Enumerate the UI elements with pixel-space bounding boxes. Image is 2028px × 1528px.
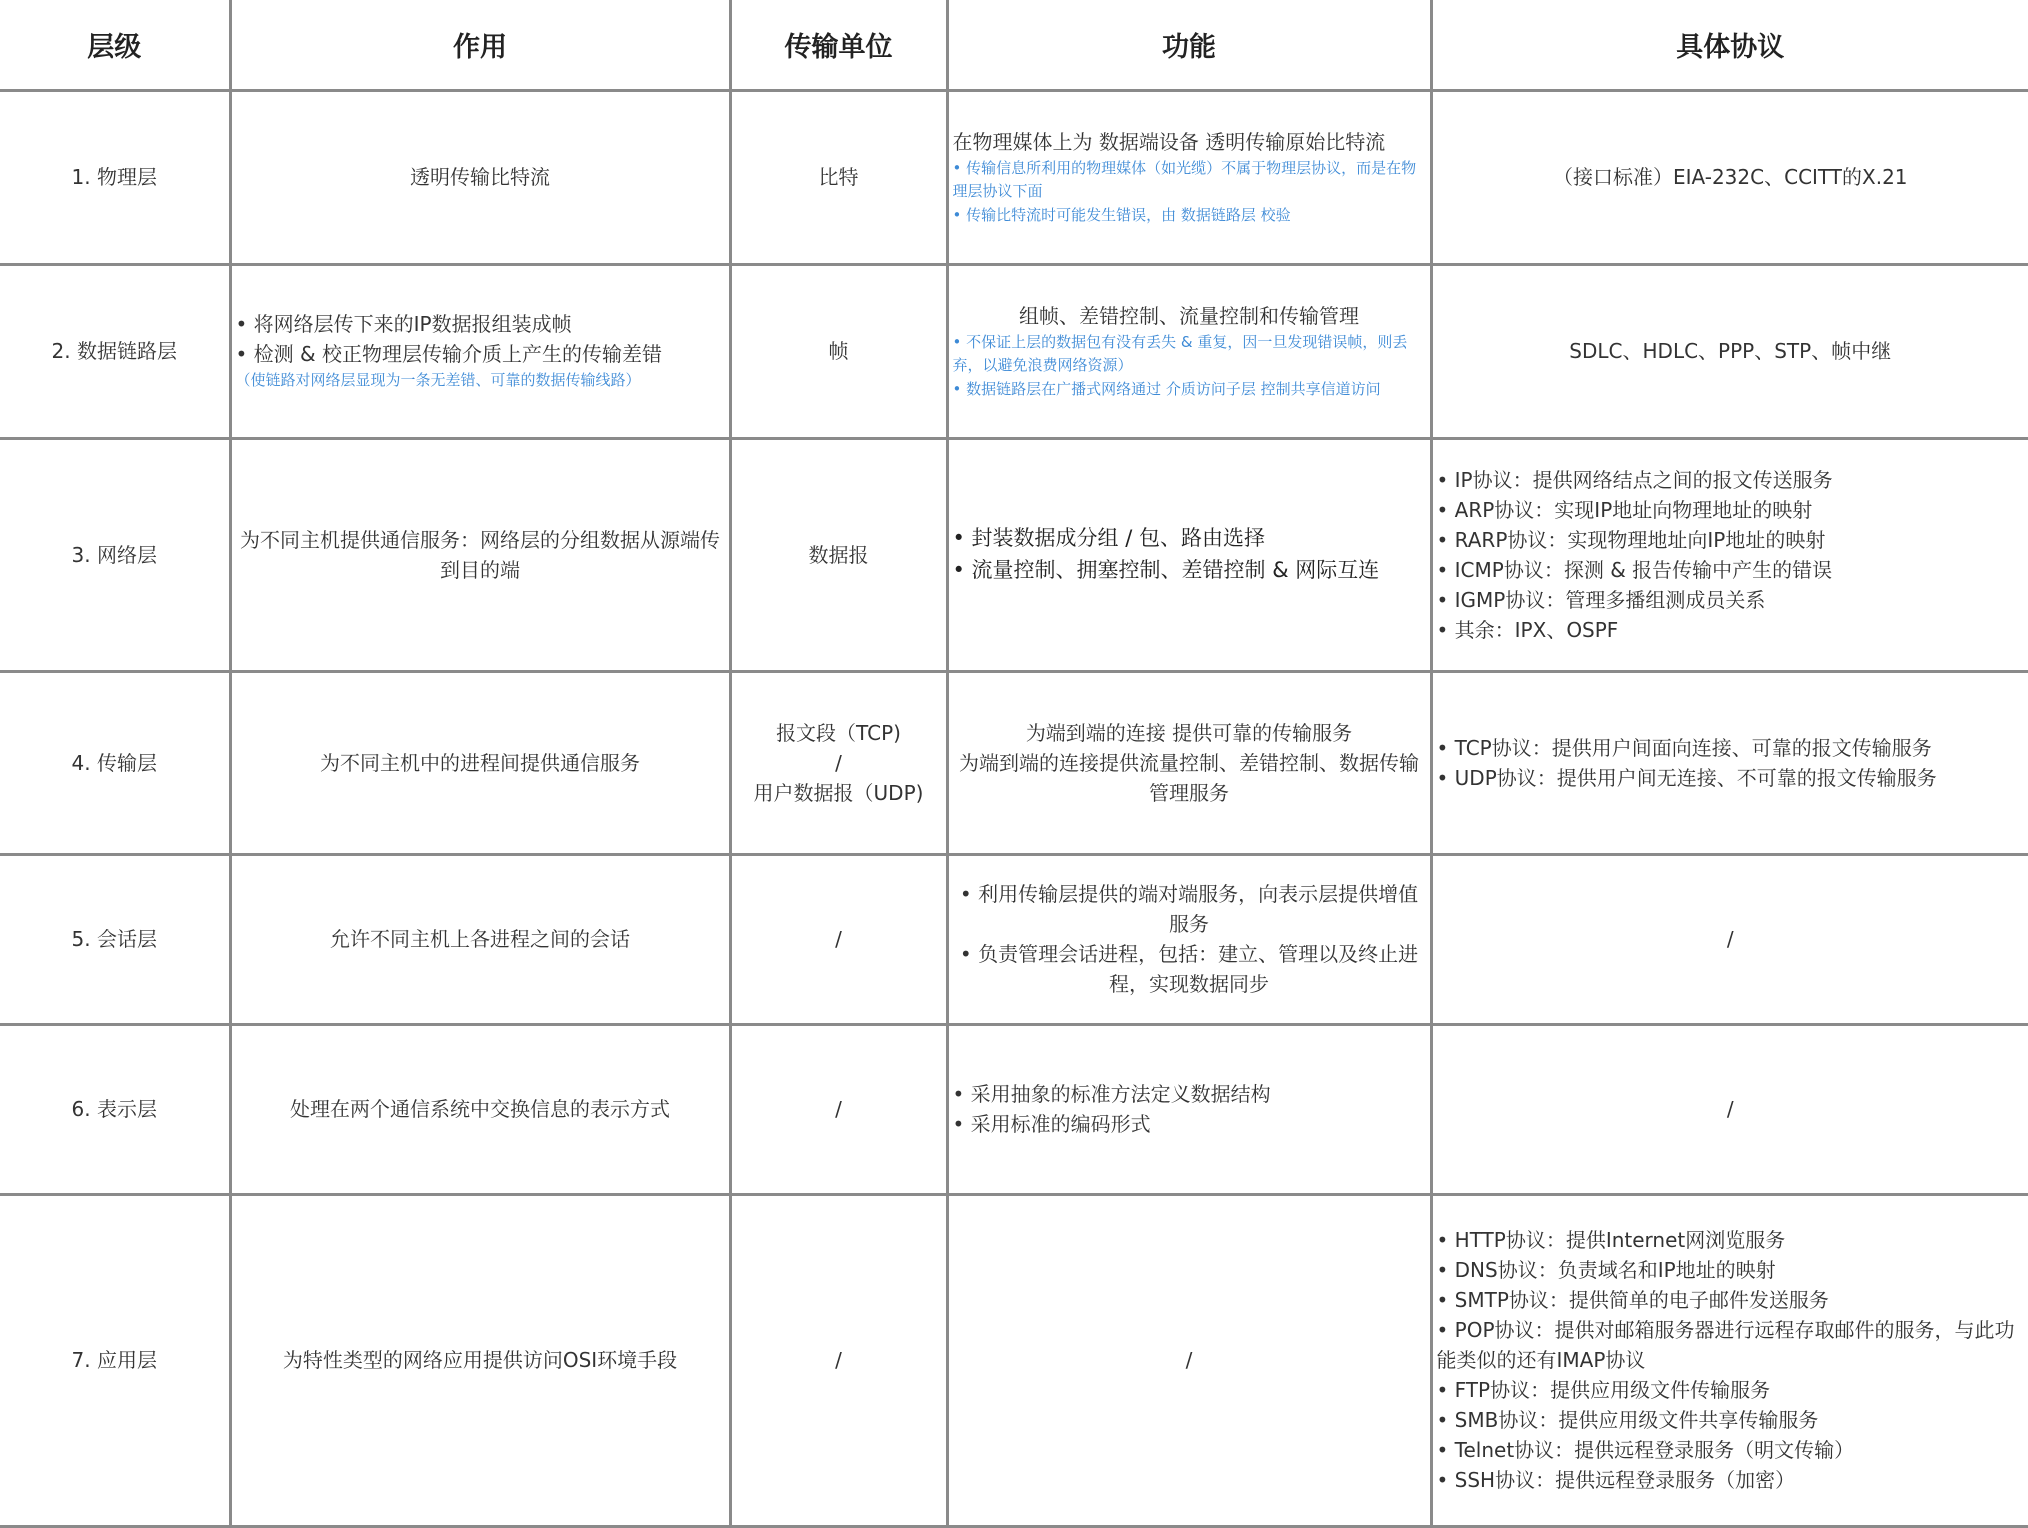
protocol-item: • TCP协议：提供用户间面向连接、可靠的报文传输服务 <box>1436 735 1932 760</box>
function-note: • 不保证上层的数据包有没有丢失 & 重复，因一旦发现错误帧，则丢弃，以避免浪费网络资源） <box>952 333 1408 375</box>
protocol-item: • IGMP协议：管理多播组测成员关系 <box>1436 587 1766 612</box>
unit-cell <box>730 671 947 854</box>
protocols-cell: SDLC、HDLC、PPP、STP、帧中继 <box>1431 264 2028 438</box>
table-row <box>0 438 2028 671</box>
protocol-item: • SSH协议：提供远程登录服务（加密） <box>1436 1468 1796 1492</box>
unit-cell: 数据报 <box>730 438 947 671</box>
layer-cell: 2. 数据链路层 <box>0 264 230 438</box>
function-cell <box>947 90 1431 264</box>
role-cell: 透明传输比特流 <box>230 90 730 264</box>
function-cell <box>947 438 1431 671</box>
protocols-cell <box>1431 1194 2028 1526</box>
protocol-item: • POP协议：提供对邮箱服务器进行远程存取邮件的服务，与此功能类似的还有IMAP协议 <box>1436 1318 2015 1372</box>
role-cell <box>230 264 730 438</box>
unit-line: 报文段（TCP) <box>776 720 901 745</box>
table-row <box>0 90 2028 264</box>
layer-cell: 5. 会话层 <box>0 854 230 1024</box>
function-note: • 传输信息所利用的物理媒体（如光缆）不属于物理层协议，而是在物理层协议下面 <box>952 159 1417 201</box>
protocol-item: • ARP协议：实现IP地址向物理地址的映射 <box>1436 497 1813 522</box>
function-line: 为端到端的连接 提供可靠的传输服务 <box>1025 720 1353 745</box>
role-note: （使链路对网络层显现为一条无差错、可靠的数据传输线路） <box>235 371 641 390</box>
header-unit: 传输单位 <box>730 0 947 90</box>
header-protocols: 具体协议 <box>1431 0 2028 90</box>
protocols-cell <box>1431 671 2028 854</box>
header-row <box>0 0 2028 90</box>
table-row <box>0 1194 2028 1526</box>
protocol-item: • DNS协议：负责域名和IP地址的映射 <box>1436 1258 1776 1282</box>
unit-cell: 比特 <box>730 90 947 264</box>
function-item: • 利用传输层提供的端对端服务，向表示层提供增值服务 <box>959 882 1419 936</box>
function-main: 在物理媒体上为 数据端设备 透明传输原始比特流 <box>952 130 1386 155</box>
protocol-item: • HTTP协议：提供Internet网浏览服务 <box>1436 1228 1786 1252</box>
function-note: • 数据链路层在广播式网络通过 介质访问子层 控制共享信道访问 <box>952 379 1381 398</box>
function-line: 为端到端的连接提供流量控制、差错控制、数据传输管理服务 <box>959 750 1419 805</box>
layer-cell: 1. 物理层 <box>0 90 230 264</box>
protocol-item: • Telnet协议：提供远程登录服务（明文传输） <box>1436 1438 1855 1462</box>
unit-cell: / <box>730 854 947 1024</box>
protocol-item: • 其余：IPX、OSPF <box>1436 617 1619 642</box>
function-cell <box>947 1024 1431 1194</box>
role-item: • 检测 & 校正物理层传输介质上产生的传输差错 <box>235 342 662 367</box>
header-layer: 层级 <box>0 0 230 90</box>
protocol-item: • UDP协议：提供用户间无连接、不可靠的报文传输服务 <box>1436 765 1937 790</box>
protocol-item: • SMB协议：提供应用级文件共享传输服务 <box>1436 1408 1819 1432</box>
unit-cell: / <box>730 1194 947 1526</box>
unit-line: 用户数据报（UDP) <box>753 780 924 805</box>
function-cell <box>947 264 1431 438</box>
layer-cell: 7. 应用层 <box>0 1194 230 1526</box>
table-row <box>0 264 2028 438</box>
layer-cell: 6. 表示层 <box>0 1024 230 1194</box>
function-item: • 封装数据成分组 / 包、路由选择 <box>952 526 1265 550</box>
unit-line: / <box>835 750 842 775</box>
function-item: • 采用抽象的标准方法定义数据结构 <box>952 1082 1271 1106</box>
protocol-item: • SMTP协议：提供简单的电子邮件发送服务 <box>1436 1288 1829 1312</box>
role-cell: 允许不同主机上各进程之间的会话 <box>230 854 730 1024</box>
role-cell: 处理在两个通信系统中交换信息的表示方式 <box>230 1024 730 1194</box>
protocol-item: • ICMP协议：探测 & 报告传输中产生的错误 <box>1436 557 1833 582</box>
function-cell <box>947 854 1431 1024</box>
function-note: • 传输比特流时可能发生错误，由 数据链路层 校验 <box>952 205 1291 224</box>
table-row <box>0 1024 2028 1194</box>
function-item: • 负责管理会话进程，包括：建立、管理以及终止进程，实现数据同步 <box>959 942 1419 996</box>
protocols-cell <box>1431 438 2028 671</box>
role-cell: 为特性类型的网络应用提供访问OSI环境手段 <box>230 1194 730 1526</box>
protocol-item: • FTP协议：提供应用级文件传输服务 <box>1436 1378 1771 1402</box>
function-item: • 流量控制、拥塞控制、差错控制 & 网际互连 <box>952 557 1380 582</box>
layer-cell: 3. 网络层 <box>0 438 230 671</box>
function-cell: / <box>947 1194 1431 1526</box>
table-row <box>0 671 2028 854</box>
unit-cell: 帧 <box>730 264 947 438</box>
table-row <box>0 854 2028 1024</box>
function-cell <box>947 671 1431 854</box>
unit-cell: / <box>730 1024 947 1194</box>
header-function: 功能 <box>947 0 1431 90</box>
protocols-cell: （接口标准）EIA-232C、CCITT的X.21 <box>1431 90 2028 264</box>
layer-cell: 4. 传输层 <box>0 671 230 854</box>
header-role: 作用 <box>230 0 730 90</box>
protocol-item: • RARP协议：实现物理地址向IP地址的映射 <box>1436 527 1826 552</box>
protocols-cell: / <box>1431 1024 2028 1194</box>
role-item: • 将网络层传下来的IP数据报组装成帧 <box>235 312 572 337</box>
function-item: • 采用标准的编码形式 <box>952 1112 1151 1136</box>
protocol-item: • IP协议：提供网络结点之间的报文传送服务 <box>1436 467 1833 492</box>
function-main: 组帧、差错控制、流量控制和传输管理 <box>1019 304 1359 329</box>
protocols-cell: / <box>1431 854 2028 1024</box>
role-cell: 为不同主机提供通信服务：网络层的分组数据从源端传到目的端 <box>230 438 730 671</box>
role-cell: 为不同主机中的进程间提供通信服务 <box>230 671 730 854</box>
